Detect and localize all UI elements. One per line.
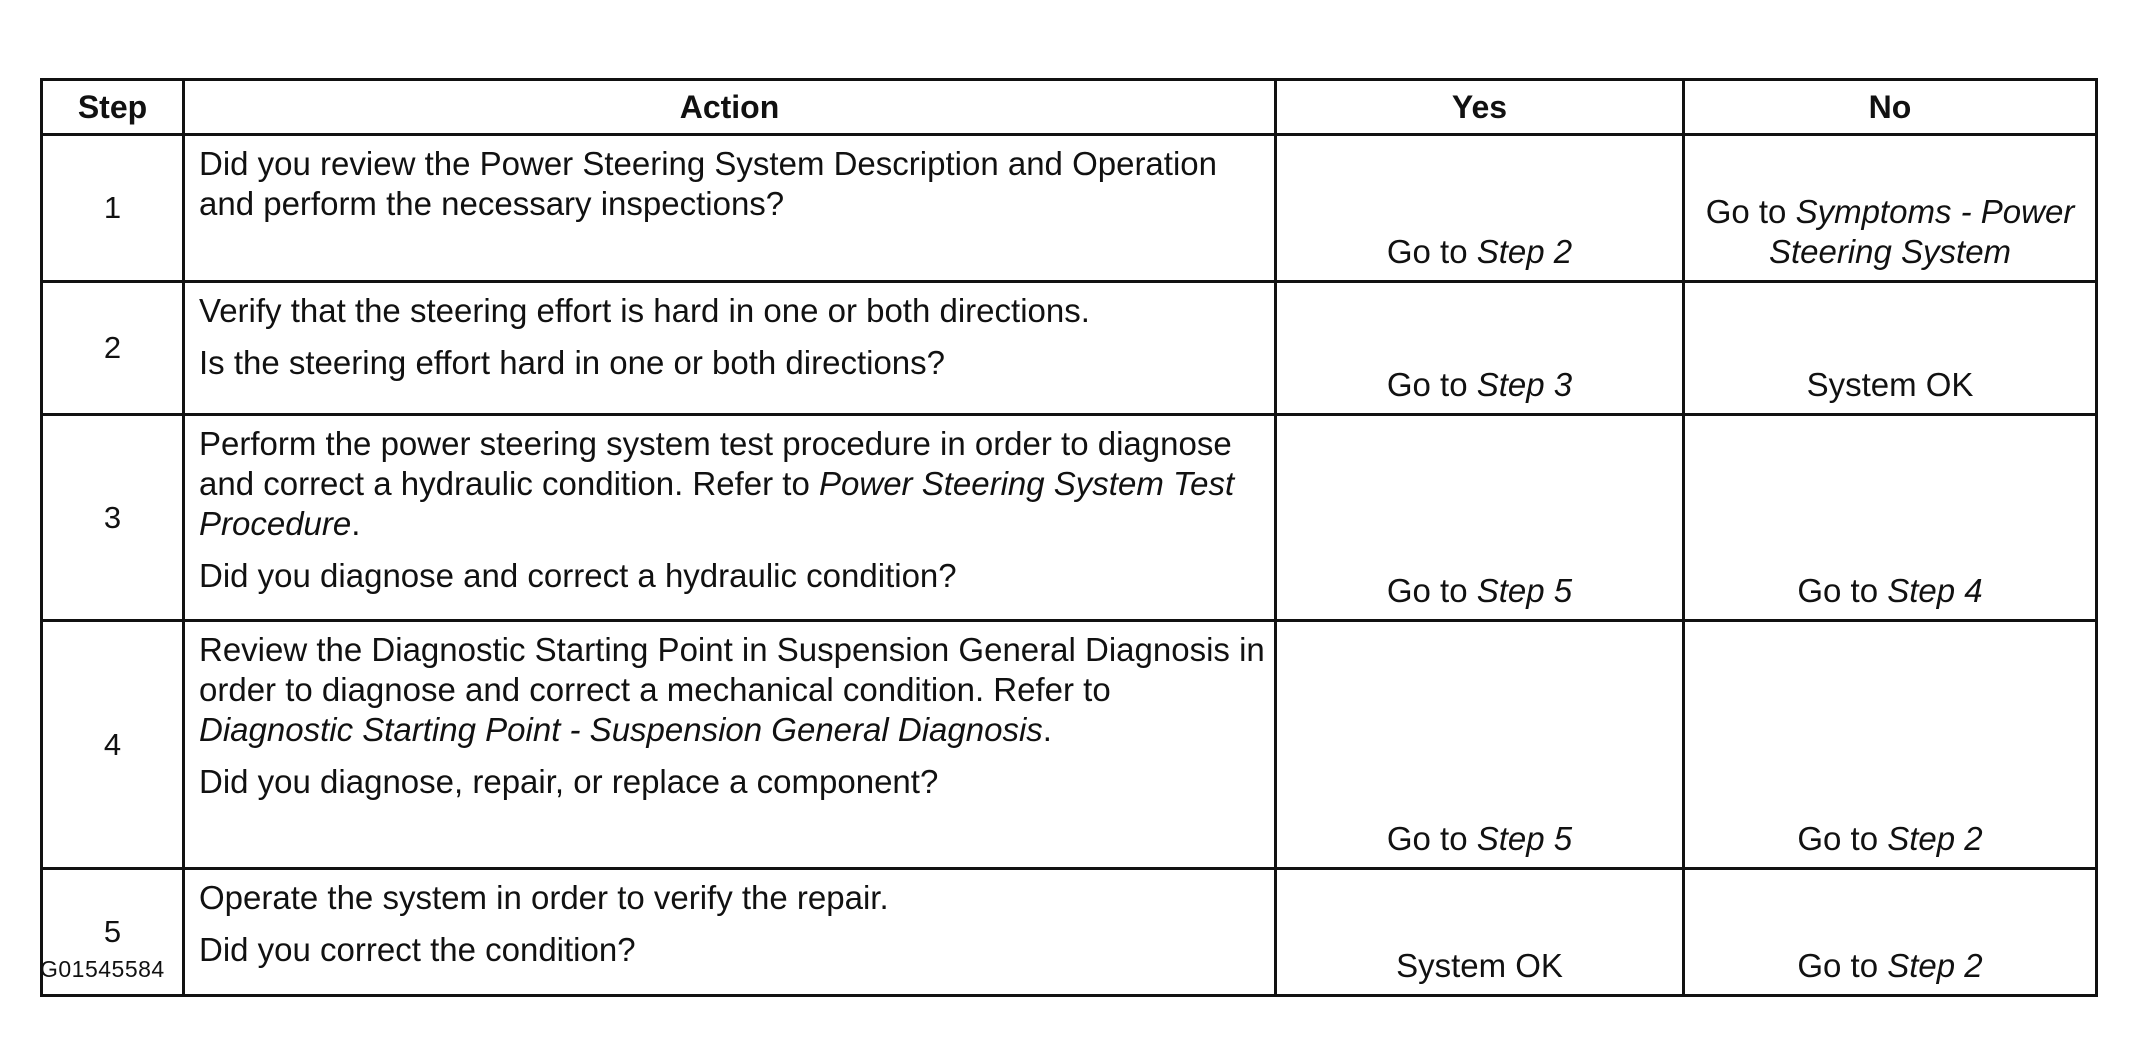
no-cell <box>1684 282 2097 415</box>
no-cell <box>1684 415 2097 621</box>
step-number: 5 <box>42 869 184 996</box>
action-text: Review the Diagnostic Starting Point in Suspension General Diagnosis in order to diagnose and correct a mechanical condition. Refer to <box>199 631 1265 708</box>
procedure-reference: Power Steering System Test Procedure <box>199 465 1235 542</box>
header-action: Action <box>184 80 1276 135</box>
step-number: 1 <box>42 135 184 282</box>
procedure-reference: Diagnostic Starting Point - Suspension General Diagnosis <box>199 711 1043 748</box>
step-number: 2 <box>42 282 184 415</box>
yes-cell <box>1276 869 1684 996</box>
action-paragraph <box>199 630 1266 750</box>
action-text: Did you review the Power Steering System Description and Operation and perform the necessary inspections? <box>199 145 1217 222</box>
yes-text: System OK <box>1396 947 1563 984</box>
table-row <box>42 282 2097 415</box>
action-cell <box>184 869 1276 996</box>
action-cell <box>184 282 1276 415</box>
yes-cell <box>1276 415 1684 621</box>
action-paragraph <box>199 556 1266 596</box>
no-text: System OK <box>1806 366 1974 403</box>
action-text: Verify that the steering effort is hard in one or both directions. <box>199 292 1090 329</box>
action-text: Is the steering effort hard in one or both directions? <box>199 344 946 381</box>
no-step-reference: Step 4 <box>1887 572 1983 609</box>
diagnostic-table <box>40 78 2098 997</box>
action-text: Operate the system in order to verify the repair. <box>199 879 889 916</box>
no-cell <box>1684 869 2097 996</box>
no-text: Go to <box>1797 947 1888 984</box>
no-cell <box>1684 135 2097 282</box>
header-no: No <box>1684 80 2097 135</box>
action-paragraph <box>199 424 1266 544</box>
action-text: Did you correct the condition? <box>199 931 636 968</box>
yes-cell <box>1276 282 1684 415</box>
table-row <box>42 869 2097 996</box>
yes-cell <box>1276 135 1684 282</box>
step-number: 4 <box>42 621 184 869</box>
yes-step-reference: Step 2 <box>1476 233 1573 270</box>
no-step-reference: Step 2 <box>1887 947 1983 984</box>
header-row <box>42 80 2097 135</box>
yes-text: Go to <box>1386 233 1477 270</box>
action-cell <box>184 415 1276 621</box>
action-paragraph <box>199 930 1266 970</box>
yes-cell <box>1276 621 1684 869</box>
yes-step-reference: Step 5 <box>1476 572 1573 609</box>
no-step-reference: Step 2 <box>1887 820 1983 857</box>
no-text: Go to <box>1797 820 1888 857</box>
figure-id: G01545584 <box>40 956 165 982</box>
yes-step-reference: Step 3 <box>1476 366 1573 403</box>
yes-step-reference: Step 5 <box>1476 820 1573 857</box>
no-step-reference: Symptoms - Power Steering System <box>1768 193 2075 270</box>
action-paragraph <box>199 291 1266 331</box>
header-step: Step <box>42 80 184 135</box>
header-yes: Yes <box>1276 80 1684 135</box>
action-cell <box>184 621 1276 869</box>
action-text: Perform the power steering system test procedure in order to diagnose and correct a hydraulic condition. Refer to <box>199 425 1232 502</box>
table-row <box>42 135 2097 282</box>
action-text-end: . <box>351 505 361 542</box>
yes-text: Go to <box>1386 820 1477 857</box>
table-row <box>42 415 2097 621</box>
table-body <box>42 135 2097 996</box>
action-paragraph <box>199 878 1266 918</box>
action-text-end: . <box>1042 711 1052 748</box>
no-text: Go to <box>1705 193 1796 230</box>
yes-text: Go to <box>1386 366 1477 403</box>
step-number: 3 <box>42 415 184 621</box>
table-row <box>42 621 2097 869</box>
action-paragraph <box>199 343 1266 383</box>
no-cell <box>1684 621 2097 869</box>
no-text: Go to <box>1797 572 1888 609</box>
action-paragraph <box>199 144 1266 224</box>
action-text: Did you diagnose and correct a hydraulic condition? <box>199 557 957 594</box>
action-paragraph <box>199 762 1266 802</box>
action-text: Did you diagnose, repair, or replace a component? <box>199 763 939 800</box>
diagnostic-table-container <box>40 78 2095 997</box>
yes-text: Go to <box>1386 572 1477 609</box>
action-cell <box>184 135 1276 282</box>
